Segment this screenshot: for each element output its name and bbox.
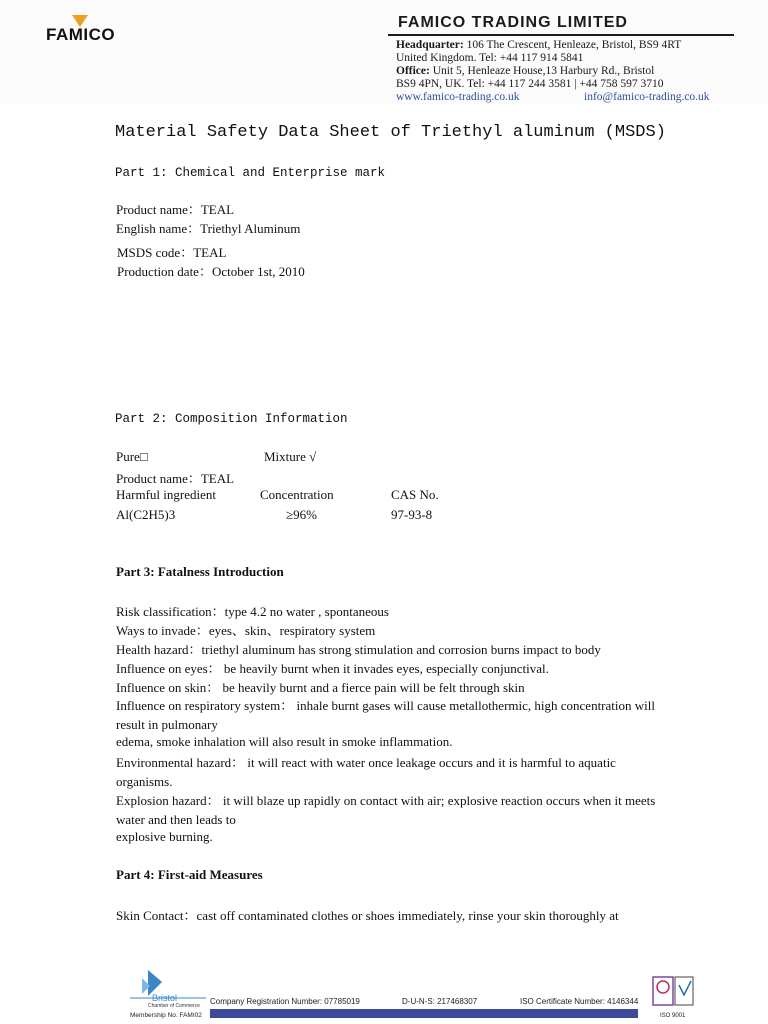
office-address-line-2: BS9 4PN, UK. Tel: +44 117 244 3581 | +44 758 597 3710 — [396, 78, 664, 90]
office-label: Office: — [396, 65, 430, 77]
part1-msds-code: MSDS code：TEAL — [117, 245, 227, 260]
iso-certificate: ISO Certificate Number: 4146344 — [520, 997, 639, 1006]
concentration-cell: ≥96% — [286, 507, 317, 522]
website-link[interactable]: www.famico-trading.co.uk — [396, 91, 520, 103]
chamber-subtitle: Chamber of Commerce — [148, 1003, 200, 1009]
logo-text: FAMICO — [46, 25, 116, 44]
influence-on-skin: Influence on skin： be heavily burnt and a fierce pain will be felt through skin — [116, 680, 525, 695]
pure-checkbox-label: Pure□ — [116, 449, 148, 464]
quality-assured-seal-icon — [651, 975, 697, 1009]
part2-heading: Part 2: Composition Information — [115, 412, 348, 426]
company-name: FAMICO TRADING LIMITED — [398, 14, 628, 31]
email-link[interactable]: info@famico-trading.co.uk — [584, 91, 710, 103]
skin-contact: Skin Contact：cast off contaminated clothes or shoes immediately, rinse your skin thoroughly at — [116, 908, 619, 923]
risk-classification: Risk classification：type 4.2 no water , spontaneous — [116, 604, 389, 619]
iso-9001-label: ISO 9001 — [660, 1013, 686, 1019]
hq-label: Headquarter: — [396, 39, 464, 51]
membership-number: Membership No. FAMI02 — [130, 1012, 202, 1019]
health-hazard: Health hazard：triethyl aluminum has strong stimulation and corrosion burns impact to body — [116, 642, 601, 657]
influence-on-respiratory-cont: edema, smoke inhalation will also result in smoke inflammation. — [116, 734, 453, 749]
ingredient-cell: Al(C2H5)3 — [116, 507, 176, 522]
chamber-name: Bristol — [152, 993, 178, 1003]
part4-heading: Part 4: First-aid Measures — [116, 867, 263, 882]
part3-heading: Part 3: Fatalness Introduction — [116, 564, 284, 579]
part1-heading: Part 1: Chemical and Enterprise mark — [115, 166, 386, 180]
column-header-cas: CAS No. — [391, 487, 439, 502]
influence-on-respiratory: Influence on respiratory system： inhale burnt gases will cause metallothermic, high concentration will result in pulmonary — [116, 698, 655, 732]
duns-number: D-U-N-S: 217468307 — [402, 997, 478, 1006]
environmental-hazard: Environmental hazard： it will react with water once leakage occurs and it is harmful to aquatic organisms. — [116, 755, 616, 789]
explosion-hazard: Explosion hazard： it will blaze up rapidly on contact with air; explosive reaction occurs when it meets water and then leads to — [116, 793, 656, 827]
influence-on-eyes: Influence on eyes： be heavily burnt when it invades eyes, especially conjunctival. — [116, 661, 549, 676]
part1-production-date: Production date：October 1st, 2010 — [117, 264, 305, 279]
mixture-checkbox-label: Mixture √ — [264, 449, 317, 464]
hq-address-line-1 — [396, 39, 681, 51]
part1-product-name: Product name：TEAL — [116, 202, 235, 217]
company-registration: Company Registration Number: 07785019 — [210, 997, 360, 1006]
company-logo — [46, 15, 146, 49]
document-title: Material Safety Data Sheet of Triethyl aluminum (MSDS) — [115, 123, 666, 142]
hq-address-line-2: United Kingdom. Tel: +44 117 914 5841 — [396, 52, 584, 64]
office-address-line-1 — [396, 65, 654, 77]
hq-address: 106 The Crescent, Henleaze, Bristol, BS9 4RT — [463, 39, 682, 51]
part2-product-name: Product name：TEAL — [116, 471, 235, 486]
column-header-ingredient: Harmful ingredient — [116, 487, 216, 502]
part1-english-name: English name：Triethyl Aluminum — [116, 221, 301, 236]
column-header-concentration: Concentration — [260, 487, 334, 502]
office-address: Unit 5, Henleaze House,13 Harbury Rd., Bristol — [429, 65, 655, 77]
explosion-hazard-cont: explosive burning. — [116, 829, 213, 844]
title-divider — [388, 34, 734, 36]
ways-to-invade: Ways to invade：eyes、skin、respiratory system — [116, 623, 376, 638]
cas-cell: 97-93-8 — [391, 507, 433, 522]
footer-accent-bar — [210, 1009, 638, 1018]
